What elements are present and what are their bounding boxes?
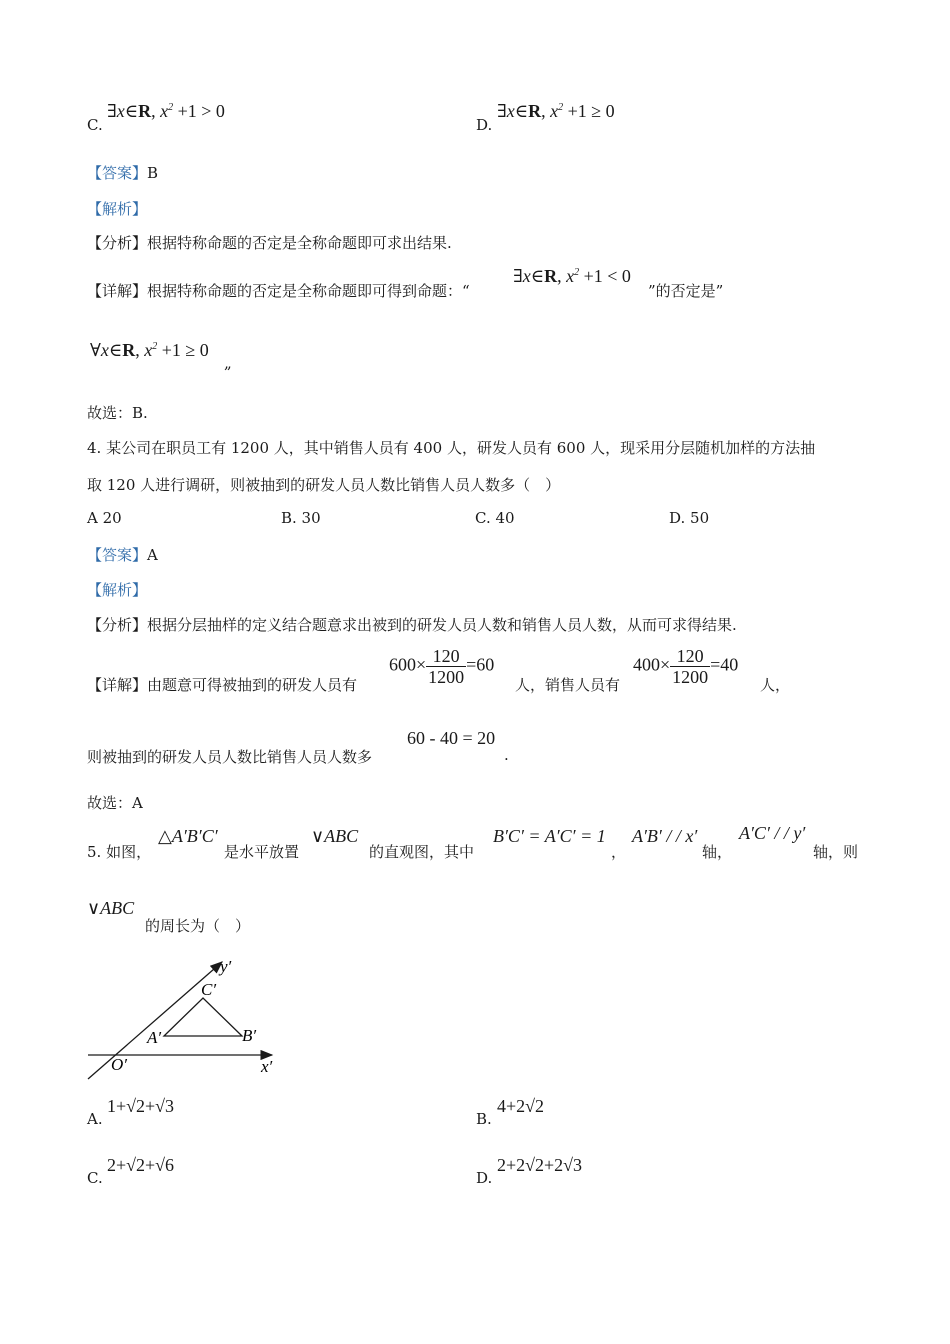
q5-tri-prime: △A′B′C′ (158, 826, 218, 846)
q5-option-d-label: D. (476, 1169, 493, 1187)
q3-analysis-text: 【分析】根据特称命题的否定是全称命题即可求出结果. (87, 234, 452, 252)
q4-answer (87, 544, 158, 565)
q4-option-d: D. 50 (669, 509, 710, 527)
q4-formula-2-left: 400× (633, 654, 671, 675)
q3-option-d-label: D. (476, 116, 493, 134)
q5-option-b-formula: 4+2√2 (497, 1096, 545, 1116)
q3-choice: 故选：B. (87, 404, 148, 422)
q4-formula-2-right: =40 (710, 654, 739, 675)
q5-line2-text: 的周长为（ ） (145, 917, 251, 935)
q3-negation-suffix: „ (224, 354, 232, 372)
triangle-prime (164, 998, 242, 1036)
label-c-prime: C′ (201, 980, 217, 999)
q5-option-d-formula: 2+2√2+2√3 (497, 1155, 583, 1175)
q5-eq1: B′C′ = A′C′ = 1 (493, 826, 606, 846)
q5-option-b-label: B. (476, 1110, 492, 1128)
q5-option-c-formula: 2+√2+√6 (107, 1155, 175, 1175)
q3-negation-formula: ∀x∈R, $x^2 +1 \ge 0$ (90, 340, 209, 360)
q4-choice: 故选：A (87, 794, 143, 812)
q3-answer-value: B (147, 164, 159, 182)
q4-formula-2-den: 1200 (672, 667, 709, 687)
q3-detail-formula: ∃x∈R, $x^2 +1 < 0$ (513, 266, 631, 286)
q5-axis-text2: 轴，则 (813, 843, 859, 861)
label-y-prime: y′ (220, 957, 232, 976)
q5-figure (84, 955, 284, 1085)
q3-option-c-label: C. (87, 116, 103, 134)
q4-formula-1-num: 120 (426, 646, 466, 667)
q3-analysis-tag: 【解析】 (87, 200, 148, 218)
q3-detail-end: ”的否定是” (648, 282, 724, 300)
q4-formula-2 (633, 646, 738, 687)
label-a-prime: A′ (147, 1028, 162, 1047)
q4-formula-2-num: 120 (670, 646, 710, 667)
q4-formula-1-right: =60 (466, 654, 495, 675)
q4-detail-mid: 人，销售人员有 (515, 676, 621, 694)
q4-option-b: B. 30 (281, 509, 321, 527)
q5-tri-abc: ∨ABC (311, 826, 359, 846)
q4-diff-end: . (504, 746, 509, 764)
q5-option-a-label: A. (87, 1110, 103, 1128)
q4-formula-1 (389, 646, 494, 687)
q4-option-a: A 20 (87, 509, 122, 527)
q4-stem-line2: 取 120 人进行调研，则被抽到的研发人员人数比销售人员人数多（ ） (87, 476, 561, 494)
label-b-prime: B′ (242, 1026, 257, 1045)
q5-stem-prefix: 5. 如图， (87, 843, 152, 861)
q4-formula-1-left: 600× (389, 654, 427, 675)
q5-stem-text2: 的直观图，其中 (369, 843, 475, 861)
q4-stem-line1: 4. 某公司在职员工有 1200 人，其中销售人员有 400 人，研发人员有 600 人，现采用分层随机加样的方法抽 (87, 439, 816, 457)
q5-eq3: A′C′ / / y′ (739, 823, 806, 843)
q3-answer-tag: 【答案】 (87, 164, 148, 182)
q4-diff-text: 则被抽到的研发人员人数比销售人员人数多 (87, 748, 373, 766)
q4-answer-tag: 【答案】 (87, 546, 148, 564)
q5-axis-text1: 轴， (702, 843, 733, 861)
q4-detail-end: 人， (760, 676, 791, 694)
q5-comma: ， (611, 843, 627, 861)
q4-analysis-tag: 【解析】 (87, 581, 148, 599)
q3-option-c-formula: ∃x∈R, $x^2 +1 > 0$ (107, 101, 225, 121)
q5-eq2: A′B′ / / x′ (632, 826, 698, 846)
q5-option-a-formula: 1+√2+√3 (107, 1096, 175, 1116)
label-origin: O′ (111, 1055, 127, 1074)
label-x-prime: x′ (261, 1057, 273, 1076)
q3-option-d-formula: ∃x∈R, $x^2 +1 \ge 0$ (497, 101, 615, 121)
q5-option-c-label: C. (87, 1169, 103, 1187)
q4-option-c: C. 40 (475, 509, 515, 527)
q4-formula-1-den: 1200 (428, 667, 465, 687)
q3-answer (87, 162, 158, 183)
q4-detail-prefix: 【详解】由题意可得被抽到的研发人员有 (87, 676, 358, 694)
q3-detail-start: 【详解】根据特称命题的否定是全称命题即可得到命题：“ (87, 282, 470, 300)
q4-analysis-text: 【分析】根据分层抽样的定义结合题意求出被到的研发人员人数和销售人员人数，从而可求得结果. (87, 616, 737, 634)
q4-answer-value: A (147, 546, 158, 564)
q5-stem-text1: 是水平放置 (224, 843, 300, 861)
q5-line2-tri: ∨ABC (87, 898, 135, 918)
q4-diff-formula: 60 - 40 = 20 (407, 728, 496, 748)
